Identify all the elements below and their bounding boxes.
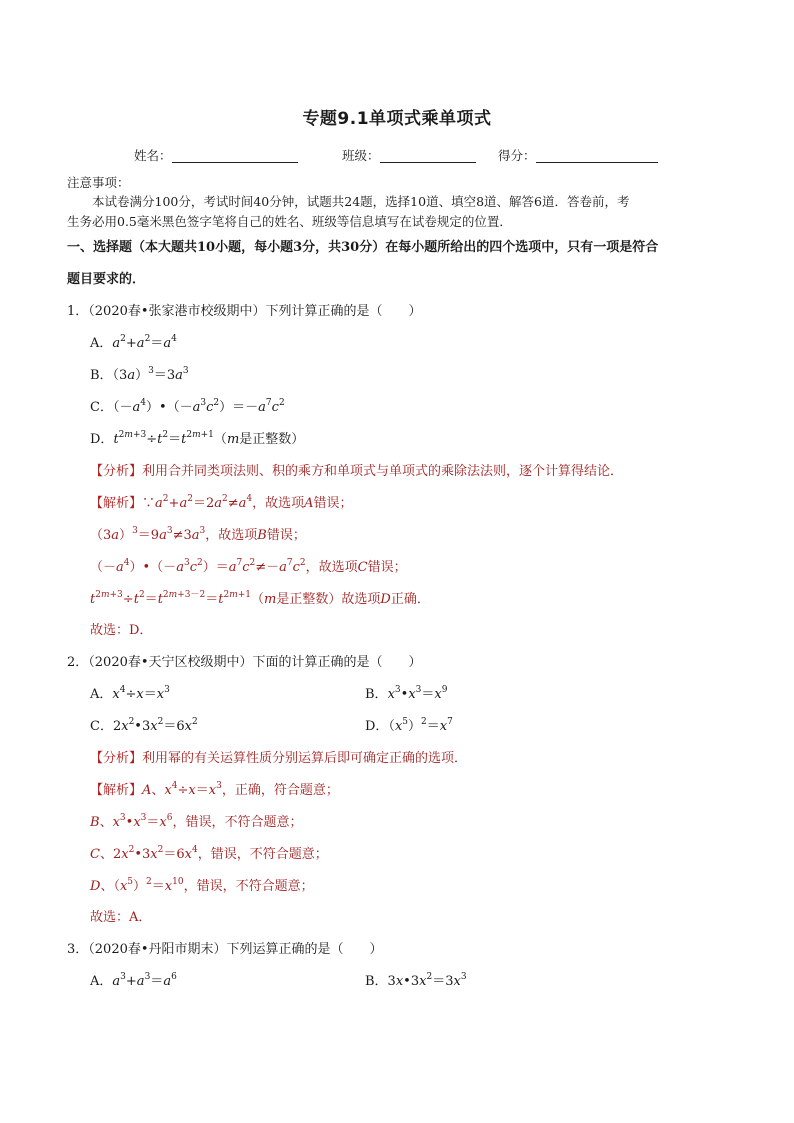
q2-solution-line-4: D、$(x^5)^2=x^{10}$，错误，不符合题意； xyxy=(90,877,314,894)
q1-solution-tag: 【解析】 xyxy=(90,496,143,511)
q1-option-b[interactable]: B．$(3a)^3=3a^3$ xyxy=(90,366,189,383)
q1-stem: 1．（2020春•张家港市校级期中）下列计算正确的是（ ） xyxy=(67,304,422,319)
q3-stem: 3．（2020春•丹阳市期末）下列运算正确的是（ ） xyxy=(67,942,383,957)
q1-solution-line-3: $(-a^4)•(-a^3c^2)=a^7c^2\ne-a^7c^2$，故选项C错误； xyxy=(90,558,407,575)
score-label: 得分： xyxy=(498,148,536,163)
score-blank[interactable] xyxy=(536,148,658,163)
q2-analysis-text: 利用幂的有关运算性质分别运算后即可确定正确的选项． xyxy=(142,751,468,766)
q2-analysis xyxy=(90,750,467,768)
q2-option-d[interactable]: D．$(x^5)^2=x^7$ xyxy=(365,717,453,734)
q1-solution-line-2: $(3a)^3=9a^3\ne 3a^3$，故选项B错误； xyxy=(90,526,306,543)
notice-line-1: 本试卷满分100分，考试时间40分钟，试题共24题，选择10道、填空8道、解答6道．答卷前，考 xyxy=(92,194,630,209)
q2-option-a[interactable]: A．$x^4\div x=x^3$ xyxy=(90,685,170,702)
name-blank[interactable] xyxy=(172,148,298,163)
q1-analysis-text: 利用合并同类项法则、积的乘方和单项式与单项式的乘除法法则，逐个计算得结论． xyxy=(142,464,624,479)
name-label: 姓名： xyxy=(134,148,172,163)
q1-option-d[interactable]: D．$t^{2m+3}\div t^2=t^{2m+1}(m$是正整数） xyxy=(90,430,305,447)
q3-option-b[interactable]: B．$3x•3x^2=3x^3$ xyxy=(365,972,467,989)
q1-analysis-tag: 【分析】 xyxy=(90,464,143,479)
notice-heading: 注意事项： xyxy=(67,175,130,190)
q1-answer: 故选：D． xyxy=(90,623,153,638)
q2-analysis-tag: 【分析】 xyxy=(90,751,143,766)
section-heading-line-2: 题目要求的． xyxy=(67,272,146,287)
class-blank[interactable] xyxy=(380,148,476,163)
q2-option-b[interactable]: B．$x^3•x^3=x^9$ xyxy=(365,685,448,702)
q2-option-c[interactable]: C．$2x^2•3x^2=6x^2$ xyxy=(90,717,198,734)
page-title: 专题9.1单项式乘单项式 xyxy=(302,109,492,129)
class-field[interactable] xyxy=(342,146,476,164)
class-label: 班级： xyxy=(342,148,380,163)
q2-solution-line-2: B、$x^3•x^3=x^6$，错误，不符合题意； xyxy=(90,813,303,830)
q2-solution-line-3: C、$2x^2•3x^2=6x^4$，错误，不符合题意； xyxy=(90,845,328,862)
q2-answer: 故选：A． xyxy=(90,910,152,925)
q2-solution-tag: 【解析】 xyxy=(90,783,143,798)
q3-option-a[interactable]: A．$a^3+a^3=a^6$ xyxy=(90,972,177,989)
q1-analysis xyxy=(90,463,623,481)
q1-solution-line-4: $t^{2m+3}\div t^2=t^{2m+3-2}=t^{2m+1}(m$是正整数）故选项D正确． xyxy=(90,590,430,607)
section-heading-line-1: 一、选择题（本大题共10小题，每小题3分，共30分）在每小题所给出的四个选项中，只有一项是符合 xyxy=(67,240,659,255)
name-field[interactable] xyxy=(134,146,298,164)
notice-line-2: 生务必用0.5毫米黑色签字笔将自己的姓名、班级等信息填写在试卷规定的位置． xyxy=(67,214,512,229)
q2-solution-line-1: 【解析】A、$x^4\div x=x^3$，正确，符合题意； xyxy=(90,781,339,798)
q1-solution-line-1: 【解析】$\because a^2+a^2=2a^2\ne a^4$，故选项A错误； xyxy=(90,494,353,511)
score-field[interactable] xyxy=(498,146,658,164)
q1-option-a[interactable]: A．$a^2+a^2=a^4$ xyxy=(90,334,177,351)
q1-option-c[interactable]: C．$(-a^4)•(-a^3c^2)=-a^7c^2$ xyxy=(90,398,285,415)
q2-stem: 2．（2020春•天宁区校级期中）下面的计算正确的是（ ） xyxy=(67,655,422,670)
